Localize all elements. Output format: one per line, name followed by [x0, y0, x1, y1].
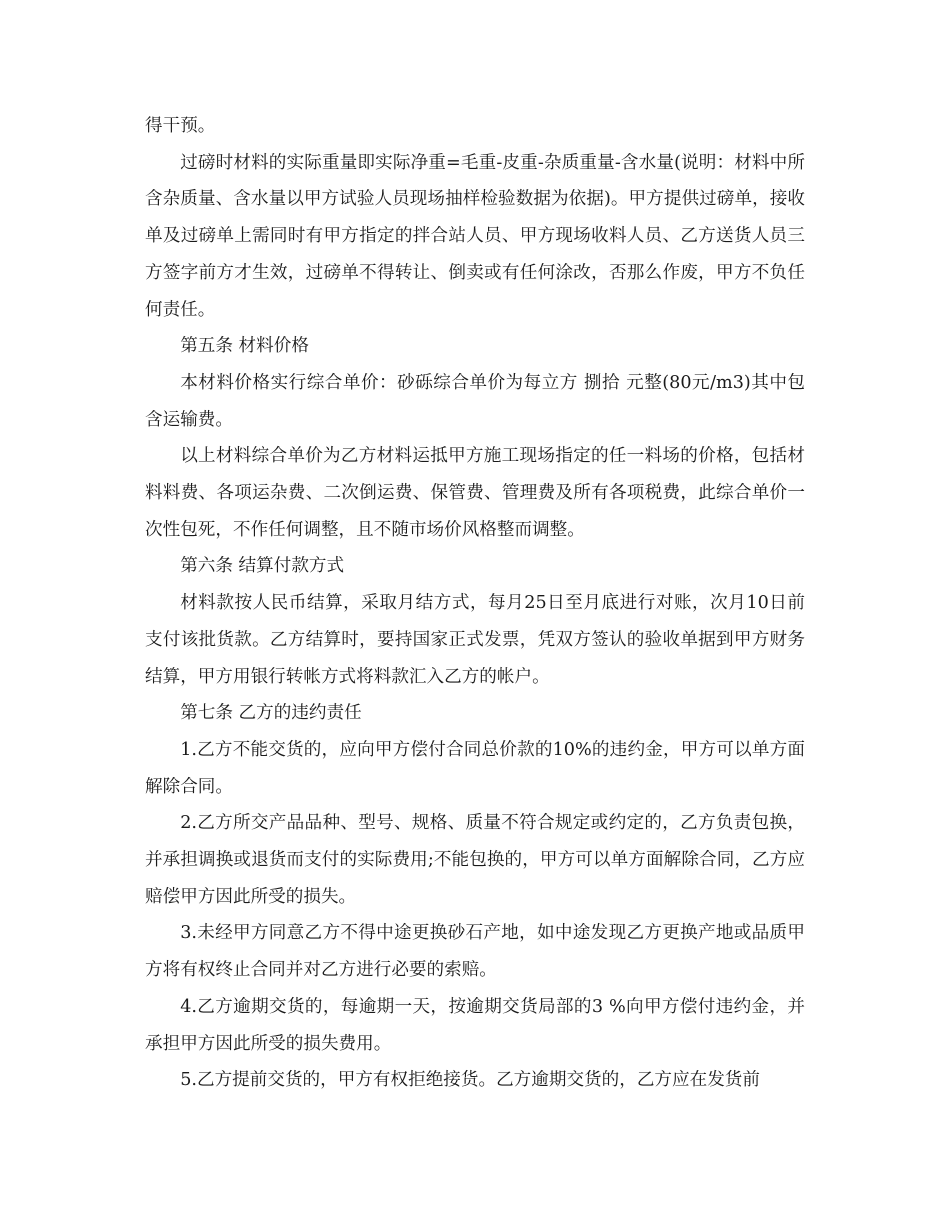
clause-3: 3.未经甲方同意乙方不得中途更换砂石产地，如中途发现乙方更换产地或品质甲方将有权终止合同并对乙方进行必要的索赔。 — [145, 923, 805, 981]
heading-article-6: 第六条 结算付款方式 — [180, 556, 345, 577]
paragraph-continuation: 得干预。 — [145, 116, 216, 136]
heading-article-7: 第七条 乙方的违约责任 — [180, 703, 362, 724]
clause-4: 4.乙方逾期交货的，每逾期一天，按逾期交货局部的3 %向甲方偿付违约金，并承担甲方因此所受的损失费用。 — [145, 996, 805, 1054]
paragraph-settlement: 材料款按人民币结算，采取月结方式，每月25日至月底进行对账，次月10日前支付该批货款。乙方结算时，要持国家正式发票，凭双方签认的验收单据到甲方财务结算，甲方用银行转帐方式将料款汇入乙方的帐户。 — [145, 593, 805, 687]
clause-2: 2.乙方所交产品品种、型号、规格、质量不符合规定或约定的，乙方负责包换，并承担调换或退货而支付的实际费用;不能包换的，甲方可以单方面解除合同，乙方应赔偿甲方因此所受的损失。 — [145, 813, 805, 907]
clause-5: 5.乙方提前交货的，甲方有权拒绝接货。乙方逾期交货的，乙方应在发货前 — [180, 1070, 760, 1091]
paragraph-weighing-rules: 过磅时材料的实际重量即实际净重=毛重-皮重-杂质重量-含水量(说明：材料中所含杂质量、含水量以甲方试验人员现场抽样检验数据为依据)。甲方提供过磅单，接收单及过磅单上需同时有甲方指定的拌合站人员、甲方现场收料人员、乙方送货人员三方签字前方才生效，过磅单不得转让、倒卖或有任何涂改，否那么作废，甲方不负任何责任。 — [145, 152, 805, 320]
paragraph-price-scope: 以上材料综合单价为乙方材料运抵甲方施工现场指定的任一料场的价格，包括材料料费、各项运杂费、二次倒运费、保管费、管理费及所有各项税费，此综合单价一次性包死，不作任何调整，且不随市场价风格整而调整。 — [145, 446, 805, 540]
document-body — [145, 108, 805, 1099]
paragraph-unit-price: 本材料价格实行综合单价：砂砾综合单价为每立方 捌拾 元整(80元/m3)其中包含运输费。 — [145, 372, 805, 430]
clause-1: 1.乙方不能交货的，应向甲方偿付合同总价款的10%的违约金，甲方可以单方面解除合同。 — [145, 739, 805, 797]
heading-article-5: 第五条 材料价格 — [180, 336, 309, 357]
